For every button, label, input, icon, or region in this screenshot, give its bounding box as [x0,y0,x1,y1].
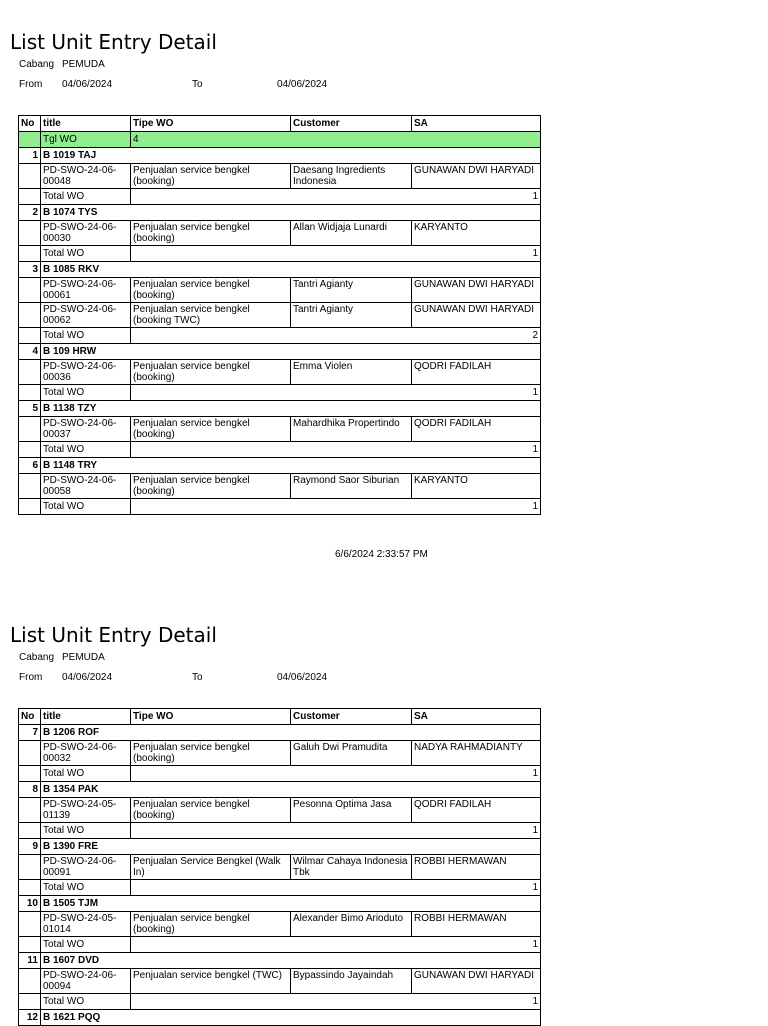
print-timestamp: 6/6/2024 2:33:57 PM [335,549,428,560]
total-no-cell [19,937,41,953]
header-row [19,116,541,132]
header-row [19,709,541,725]
total-wo-label: Total WO [41,937,131,953]
unit-number: 8 [19,782,41,798]
total-wo-row [19,766,541,782]
total-wo-count: 1 [131,766,541,782]
total-wo-row [19,385,541,401]
unit-group-row [19,205,541,221]
total-wo-row [19,880,541,896]
work-order-row [19,360,541,385]
work-order-number: PD-SWO-24-05-01014 [41,912,131,937]
total-wo-count: 1 [131,823,541,839]
work-order-number: PD-SWO-24-06-00048 [41,164,131,189]
work-order-type: Penjualan service bengkel (booking) [131,912,291,937]
tgl-wo-label: Tgl WO [41,132,131,148]
unit-plate: B 1354 PAK [41,782,541,798]
total-wo-row [19,823,541,839]
customer-name: Bypassindo Jayaindah [291,969,412,994]
from-label: From [19,672,43,683]
unit-plate: B 1138 TZY [41,401,541,417]
total-no-cell [19,442,41,458]
service-advisor: QODRI FADILAH [412,798,541,823]
unit-number: 11 [19,953,41,969]
customer-name: Mahardhika Propertindo [291,417,412,442]
work-order-row [19,798,541,823]
work-order-type: Penjualan service bengkel (booking) [131,278,291,303]
customer-name: Alexander Bimo Arioduto [291,912,412,937]
work-order-no-cell [19,912,41,937]
customer-name: Pesonna Optima Jasa [291,798,412,823]
work-order-no-cell [19,741,41,766]
cabang-value: PEMUDA [62,652,105,663]
total-wo-count: 1 [131,937,541,953]
unit-plate: B 1505 TJM [41,896,541,912]
work-order-row [19,417,541,442]
col-header-title: title [41,116,131,132]
unit-group-row [19,148,541,164]
total-wo-label: Total WO [41,880,131,896]
unit-number: 3 [19,262,41,278]
work-order-no-cell [19,221,41,246]
customer-name: Wilmar Cahaya Indonesia Tbk [291,855,412,880]
unit-number: 7 [19,725,41,741]
total-wo-row [19,499,541,515]
total-wo-count: 1 [131,246,541,262]
service-advisor: GUNAWAN DWI HARYADI [412,969,541,994]
work-order-type: Penjualan service bengkel (booking) [131,221,291,246]
work-order-row [19,474,541,499]
work-order-no-cell [19,278,41,303]
unit-number: 6 [19,458,41,474]
col-header-title: title [41,709,131,725]
work-order-row [19,221,541,246]
unit-plate: B 1019 TAJ [41,148,541,164]
service-advisor: QODRI FADILAH [412,417,541,442]
total-wo-row [19,994,541,1010]
unit-group-row [19,782,541,798]
work-order-row [19,855,541,880]
total-wo-count: 1 [131,499,541,515]
total-wo-label: Total WO [41,442,131,458]
work-order-number: PD-SWO-24-06-00094 [41,969,131,994]
unit-group-row [19,262,541,278]
unit-group-row [19,344,541,360]
total-no-cell [19,766,41,782]
total-wo-label: Total WO [41,189,131,205]
unit-group-row [19,1010,541,1026]
total-no-cell [19,880,41,896]
work-order-type: Penjualan service bengkel (TWC) [131,969,291,994]
cabang-label: Cabang [19,652,55,663]
work-order-row [19,969,541,994]
unit-group-row [19,725,541,741]
unit-number: 12 [19,1010,41,1026]
work-order-type: Penjualan Service Bengkel (Walk In) [131,855,291,880]
total-wo-count: 1 [131,994,541,1010]
unit-number: 9 [19,839,41,855]
unit-number: 2 [19,205,41,221]
to-date: 04/06/2024 [277,79,328,90]
service-advisor: GUNAWAN DWI HARYADI [412,303,541,328]
col-header-tipe-wo: Tipe WO [131,709,291,725]
total-wo-label: Total WO [41,328,131,344]
work-order-number: PD-SWO-24-06-00062 [41,303,131,328]
unit-plate: B 1085 RKV [41,262,541,278]
total-no-cell [19,823,41,839]
col-header-no: No [19,116,41,132]
service-advisor: NADYA RAHMADIANTY [412,741,541,766]
customer-name: Tantri Agianty [291,278,412,303]
customer-name: Raymond Saor Siburian [291,474,412,499]
col-header-no: No [19,709,41,725]
total-no-cell [19,246,41,262]
total-wo-label: Total WO [41,766,131,782]
customer-name: Galuh Dwi Pramudita [291,741,412,766]
service-advisor: KARYANTO [412,221,541,246]
col-header-sa: SA [412,709,541,725]
page-title: List Unit Entry Detail [10,30,217,54]
work-order-no-cell [19,969,41,994]
to-label: To [192,79,203,90]
work-order-number: PD-SWO-24-06-00036 [41,360,131,385]
work-order-no-cell [19,417,41,442]
from-label: From [19,79,43,90]
work-order-no-cell [19,164,41,189]
unit-plate: B 1607 DVD [41,953,541,969]
total-wo-count: 1 [131,385,541,401]
col-header-sa: SA [412,116,541,132]
service-advisor: KARYANTO [412,474,541,499]
work-order-type: Penjualan service bengkel (booking) [131,741,291,766]
work-order-number: PD-SWO-24-06-00037 [41,417,131,442]
service-advisor: ROBBI HERMAWAN [412,855,541,880]
total-wo-label: Total WO [41,499,131,515]
page-title: List Unit Entry Detail [10,623,217,647]
total-wo-row [19,937,541,953]
unit-number: 10 [19,896,41,912]
from-date: 04/06/2024 [62,672,113,683]
work-order-row [19,278,541,303]
cabang-value: PEMUDA [62,59,105,70]
unit-plate: B 109 HRW [41,344,541,360]
work-order-type: Penjualan service bengkel (booking) [131,164,291,189]
total-no-cell [19,385,41,401]
tgl-wo-value: 4 [131,132,541,148]
customer-name: Allan Widjaja Lunardi [291,221,412,246]
work-order-type: Penjualan service bengkel (booking TWC) [131,303,291,328]
unit-group-row [19,401,541,417]
customer-name: Daesang Ingredients Indonesia [291,164,412,189]
cabang-label: Cabang [19,59,55,70]
work-order-type: Penjualan service bengkel (booking) [131,360,291,385]
work-order-number: PD-SWO-24-06-00091 [41,855,131,880]
total-wo-row [19,442,541,458]
work-order-number: PD-SWO-24-06-00030 [41,221,131,246]
unit-entry-table [18,708,541,1026]
total-no-cell [19,189,41,205]
total-wo-label: Total WO [41,385,131,401]
total-wo-row [19,246,541,262]
total-wo-count: 1 [131,880,541,896]
unit-group-row [19,458,541,474]
total-wo-label: Total WO [41,246,131,262]
to-date: 04/06/2024 [277,672,328,683]
col-header-customer: Customer [291,709,412,725]
unit-plate: B 1621 PQQ [41,1010,541,1026]
service-advisor: GUNAWAN DWI HARYADI [412,278,541,303]
tgl-wo-no-cell [19,132,41,148]
unit-number: 1 [19,148,41,164]
work-order-no-cell [19,360,41,385]
unit-plate: B 1206 ROF [41,725,541,741]
from-date: 04/06/2024 [62,79,113,90]
work-order-row [19,741,541,766]
total-no-cell [19,994,41,1010]
customer-name: Emma Violen [291,360,412,385]
work-order-type: Penjualan service bengkel (booking) [131,417,291,442]
work-order-number: PD-SWO-24-06-00032 [41,741,131,766]
work-order-number: PD-SWO-24-06-00058 [41,474,131,499]
work-order-no-cell [19,303,41,328]
unit-plate: B 1148 TRY [41,458,541,474]
work-order-no-cell [19,798,41,823]
unit-group-row [19,896,541,912]
work-order-row [19,303,541,328]
col-header-customer: Customer [291,116,412,132]
work-order-type: Penjualan service bengkel (booking) [131,474,291,499]
total-no-cell [19,328,41,344]
total-wo-row [19,328,541,344]
total-wo-count: 1 [131,442,541,458]
to-label: To [192,672,203,683]
total-wo-count: 2 [131,328,541,344]
unit-plate: B 1074 TYS [41,205,541,221]
customer-name: Tantri Agianty [291,303,412,328]
total-wo-label: Total WO [41,994,131,1010]
total-wo-label: Total WO [41,823,131,839]
unit-number: 4 [19,344,41,360]
total-wo-row [19,189,541,205]
work-order-row [19,912,541,937]
col-header-tipe-wo: Tipe WO [131,116,291,132]
unit-entry-table [18,115,541,515]
total-wo-count: 1 [131,189,541,205]
unit-group-row [19,953,541,969]
work-order-number: PD-SWO-24-06-00061 [41,278,131,303]
total-no-cell [19,499,41,515]
unit-group-row [19,839,541,855]
unit-number: 5 [19,401,41,417]
unit-plate: B 1390 FRE [41,839,541,855]
work-order-no-cell [19,474,41,499]
work-order-type: Penjualan service bengkel (booking) [131,798,291,823]
service-advisor: ROBBI HERMAWAN [412,912,541,937]
service-advisor: QODRI FADILAH [412,360,541,385]
tgl-wo-row [19,132,541,148]
work-order-number: PD-SWO-24-05-01139 [41,798,131,823]
work-order-row [19,164,541,189]
service-advisor: GUNAWAN DWI HARYADI [412,164,541,189]
work-order-no-cell [19,855,41,880]
